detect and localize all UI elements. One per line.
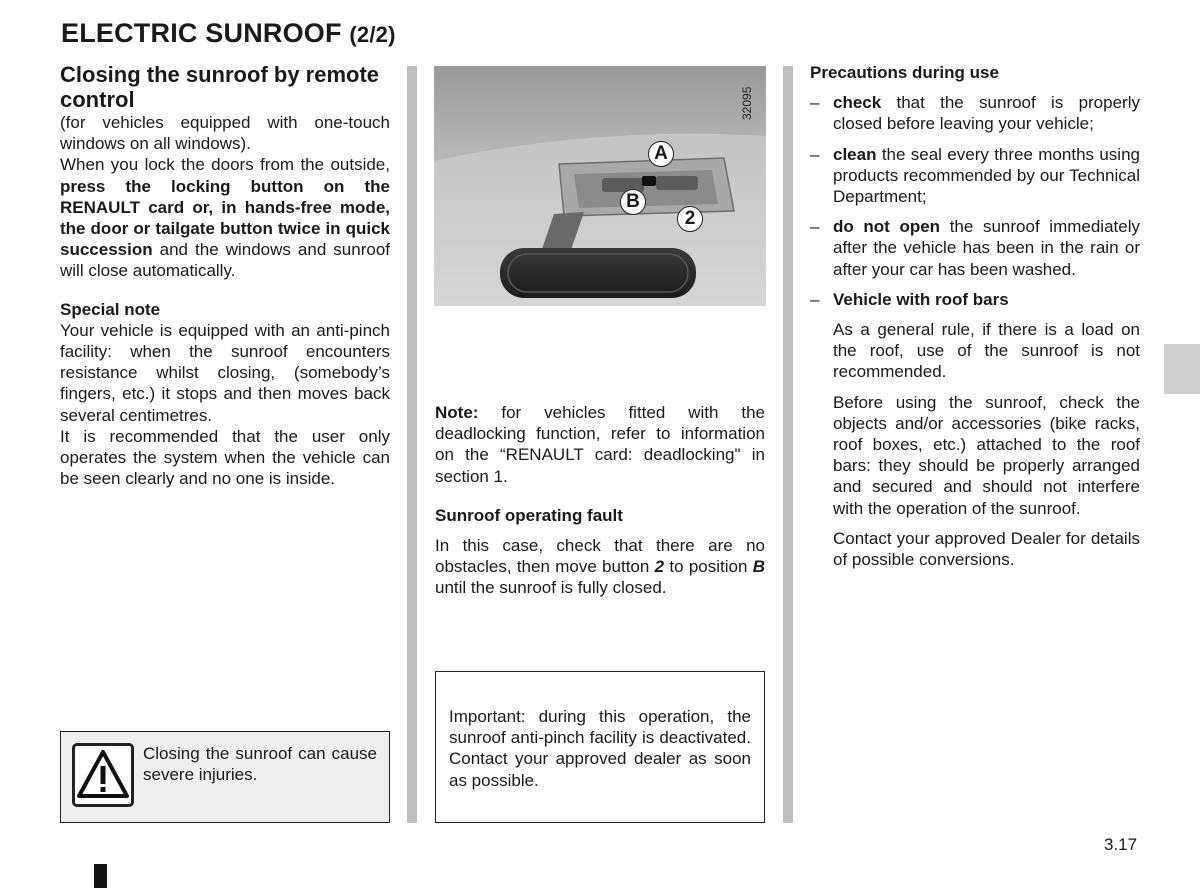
callout-a: A [648, 141, 674, 167]
paragraph-locking: When you lock the doors from the outside, press the locking button on the RENAULT card or, in hands-free mode, the door or tailgate button twice in quick succession and the windows and sunroof will close automatically. [60, 155, 390, 281]
title-text: ELECTRIC SUNROOF [61, 18, 342, 48]
column-right [810, 62, 1140, 579]
warning-text: Closing the sunroof can cause severe injuries. [143, 744, 377, 785]
callout-2: 2 [677, 206, 703, 232]
list-item: – clean the seal every three months using products recommended by our Technical Department; [810, 144, 1140, 207]
note-paragraph: Note: for vehicles fitted with the deadlocking function, refer to information on the “RENAULT card: deadlocking" in section 1. [435, 403, 765, 486]
sunroof-control-photo [434, 66, 766, 306]
special-note-heading: Special note [60, 299, 161, 319]
important-text: Important: during this operation, the sunroof anti-pinch facility is deactivated. Contact your approved dealer as soon as possible. [449, 707, 751, 790]
warning-triangle-icon [72, 743, 134, 807]
section-heading-remote-close: Closing the sunroof by remote control [60, 62, 380, 112]
page-title [61, 18, 396, 49]
page-number: 3.17 [1104, 835, 1138, 854]
figure-reference-number: 32095 [740, 86, 754, 120]
column-divider-right [783, 66, 793, 823]
precautions-heading: Precautions during use [810, 63, 999, 82]
roof-bars-paragraph-3: Contact your approved Dealer for details of possible conversions. [833, 528, 1140, 570]
title-suffix: (2/2) [349, 22, 396, 47]
roof-bars-paragraph-1: As a general rule, if there is a load on the roof, use of the sunroof is not recommended. [833, 320, 1140, 382]
roof-bars-paragraph-2: Before using the sunroof, check the objects and/or accessories (bike racks, roof boxes, etc.) attached to the roof bars: they should be properly arranged and secured and should not interfere with the operation of the sunroof. [833, 392, 1140, 518]
important-box [435, 671, 765, 823]
chapter-tab [1164, 344, 1200, 394]
fault-paragraph: In this case, check that there are no obstacles, then move button 2 to position B until the sunroof is fully closed. [435, 536, 765, 598]
column-left [60, 62, 390, 489]
fault-heading: Sunroof operating fault [435, 505, 623, 525]
list-item: – Vehicle with roof bars [810, 289, 1009, 309]
callout-b: B [620, 189, 646, 215]
list-item: – check that the sunroof is properly closed before leaving your vehicle; [810, 93, 1140, 134]
column-middle [435, 402, 765, 599]
crop-mark [94, 864, 107, 888]
special-note-paragraph: Your vehicle is equipped with an anti-pinch facility: when the sunroof encounters resistance whilst closing, (somebody’s fingers, etc.) it stops and then moves back several centimetres. [60, 320, 390, 425]
recommendation-paragraph: It is recommended that the user only operates the system when the vehicle can be seen clearly and no one is inside. [60, 426, 390, 489]
locking-instruction-bold: press the locking button on the RENAULT card or, in hands-free mode, the door or tailgate button twice in quick succession [60, 176, 390, 260]
paragraph-one-touch: (for vehicles equipped with one-touch windows on all windows). [60, 113, 390, 154]
list-item: – do not open the sunroof immediately after the vehicle has been in the rain or after your car has been washed. [810, 217, 1140, 279]
column-divider-left [407, 66, 417, 823]
warning-box [60, 731, 390, 823]
